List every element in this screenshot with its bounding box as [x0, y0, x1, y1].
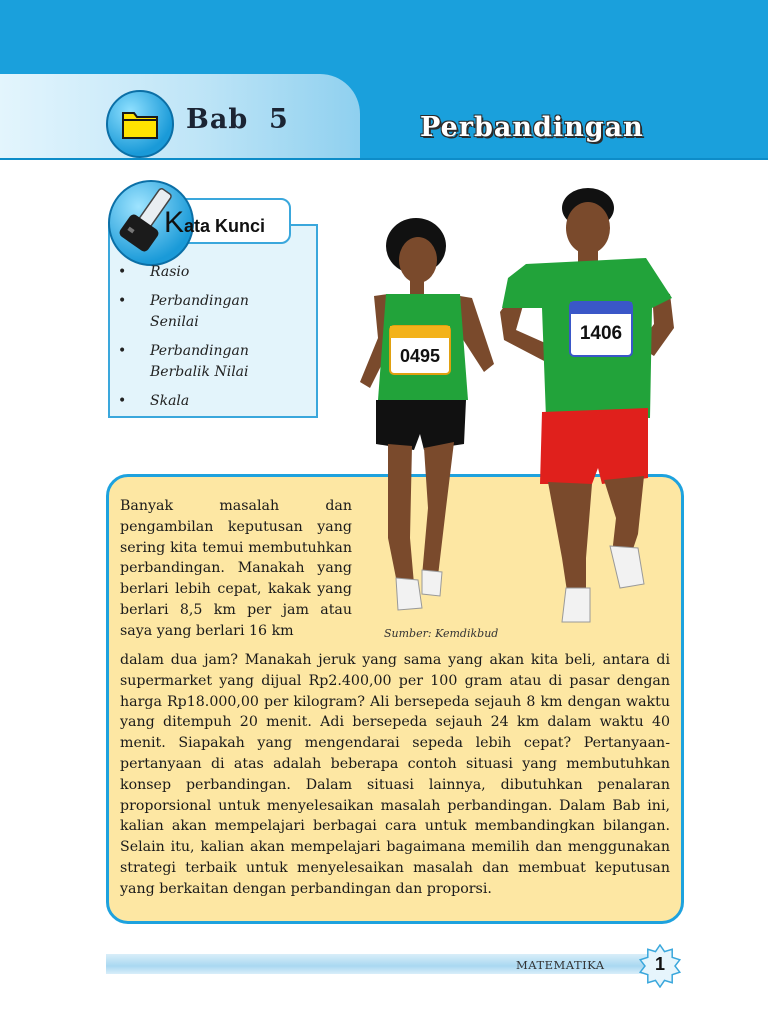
header-divider [0, 158, 768, 160]
footer-subject: MATEMATIKA [516, 958, 605, 972]
keyword-item: • Perbandingan Senilai [116, 291, 314, 333]
keyword-item: • Perbandingan Berbalik Nilai [116, 341, 314, 383]
keywords-title [164, 206, 265, 240]
intro-paragraph: Banyak masalah dan pengambilan keputusan yang sering kita temui membutuhkan perbandingan. Manakah yang berlari lebih cepat, kakak yang berlari 8,5 km per jam atau saya yang berlari 16 km [120, 498, 352, 639]
keyword-item: • Rasio [116, 262, 314, 283]
chapter-tab [0, 74, 360, 160]
keywords-title-rest: ata Kunci [184, 216, 266, 236]
chapter-label: Bab 5 [186, 104, 289, 135]
folder-icon [106, 90, 174, 158]
chapter-title: Perbandingan [420, 112, 644, 143]
runner-man [500, 188, 674, 622]
runners-photo [348, 178, 684, 626]
keywords-list [116, 262, 314, 420]
runner-girl [360, 218, 494, 610]
keyword-item: • Skala [116, 391, 314, 412]
keywords-title-initial: K [164, 206, 185, 239]
page-number: 1 [654, 954, 665, 974]
body-paragraph: dalam dua jam? Manakah jeruk yang sama yang akan kita beli, antara di supermarket yang dijual Rp2.400,00 per 100 gram atau di pasar dengan harga Rp18.000,00 per kilogram? Ali bersepeda sejauh 8 km dengan waktu yang ditempuh 20 menit. Adi bersepeda sejauh 24 km dalam waktu 40 menit. Siapakah yang mengendarai sepeda lebih cepat? Pertanyaan-pertanyaan di atas adalah beberapa contoh situasi yang membutuhkan konsep perbandingan. Dalam situasi lainnya, dibutuhkan penalaran proporsional untuk menyelesaikan masalah perbandingan. Dalam Bab ini, kalian akan mempelajari berbagai cara untuk membandingkan bilangan. Selain itu, kalian akan mempelajari bagaimana memilih dan menggunakan strategi terbaik untuk menyelesaikan masalah dan membuat keputusan yang berkaitan dengan perbandingan dan proporsi. [120, 652, 670, 897]
bib-right: 1406 [579, 323, 623, 344]
bib-left: 0495 [399, 346, 441, 366]
photo-caption: Sumber: Kemdikbud [384, 627, 499, 640]
